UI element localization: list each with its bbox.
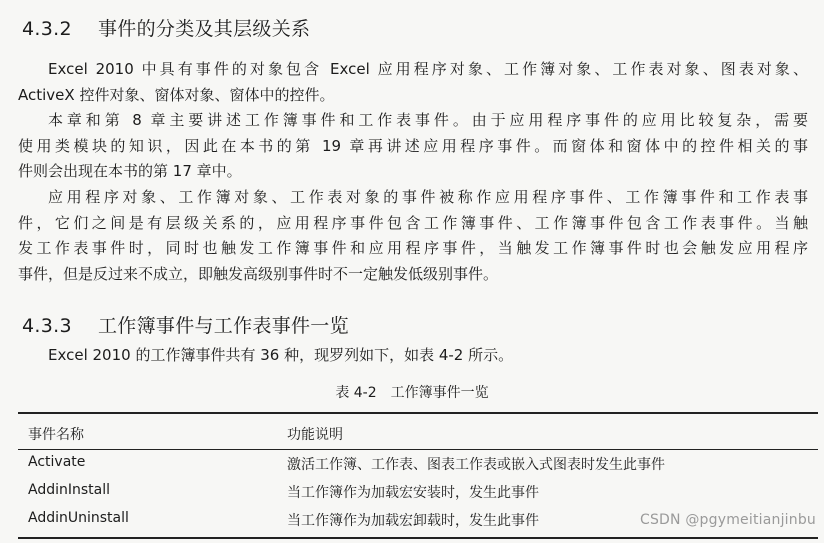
table-header-rule	[18, 449, 818, 450]
section-heading-4-3-2	[22, 14, 310, 41]
table-top-rule	[18, 412, 818, 414]
table-cell-description: 激活工作簿、工作表、图表工作表或嵌入式图表时发生此事件	[287, 457, 665, 473]
section-number: 4.3.3	[22, 315, 72, 337]
paragraph-event-hierarchy	[18, 185, 808, 287]
paragraph-line: 应用程序对象、工作簿对象、工作表对象的事件被称作应用程序事件、工作簿事件和工作表事	[48, 188, 808, 206]
paragraph-event-objects	[18, 57, 808, 108]
paragraph-line: 事件，但是反过来不成立，即触发高级别事件时不一定触发低级别事件。	[18, 264, 499, 283]
paragraph-line: 发工作表事件时，同时也触发工作簿事件和应用程序事件，当触发工作簿事件时也会触发应用程序	[18, 239, 808, 257]
paragraph-line: Excel 2010 的工作簿事件共有 36 种，现罗列如下，如表 4-2 所示。	[48, 346, 514, 364]
table-header-description: 功能说明	[287, 427, 343, 443]
section-title: 工作簿事件与工作表事件一览	[98, 315, 349, 337]
section-heading-4-3-3	[22, 311, 349, 338]
watermark: CSDN @pgymeitianjinbu	[639, 512, 816, 528]
section-title: 事件的分类及其层级关系	[98, 18, 311, 40]
section-number: 4.3.2	[22, 18, 72, 40]
table-cell-description: 当工作簿作为加载宏安装时，发生此事件	[287, 485, 539, 501]
table-caption	[0, 382, 824, 402]
table-caption-title: 工作簿事件一览	[390, 385, 489, 401]
paragraph-line: 件，它们之间是有层级关系的，应用程序事件包含工作簿事件、工作簿事件包含工作表事件。当触	[18, 213, 808, 232]
paragraph-table-intro	[18, 343, 808, 369]
table-header-event-name: 事件名称	[28, 427, 84, 443]
paragraph-chapter-scope	[18, 108, 808, 185]
paragraph-line: ActiveX 控件对象、窗体对象、窗体中的控件。	[18, 85, 335, 104]
paragraph-line: 使用类模块的知识，因此在本书的第 19 章再讲述应用程序事件。而窗体和窗体中的控件相关的事	[18, 136, 808, 155]
table-cell-event-name: AddinUninstall	[28, 510, 129, 526]
paragraph-line: Excel 2010 中具有事件的对象包含 Excel 应用程序对象、工作簿对象、工作表对象、图表对象、	[48, 60, 808, 78]
paragraph-line: 本章和第 8 章主要讲述工作簿事件和工作表事件。由于应用程序事件的应用比较复杂，需要	[48, 111, 808, 129]
table-cell-event-name: Activate	[28, 454, 86, 470]
table-bottom-rule	[18, 537, 818, 539]
table-cell-description: 当工作簿作为加载宏卸载时，发生此事件	[287, 513, 539, 529]
table-cell-event-name: AddinInstall	[28, 482, 111, 498]
paragraph-line: 件则会出现在本书的第 17 章中。	[18, 162, 242, 180]
table-caption-number: 表 4-2	[335, 385, 377, 401]
